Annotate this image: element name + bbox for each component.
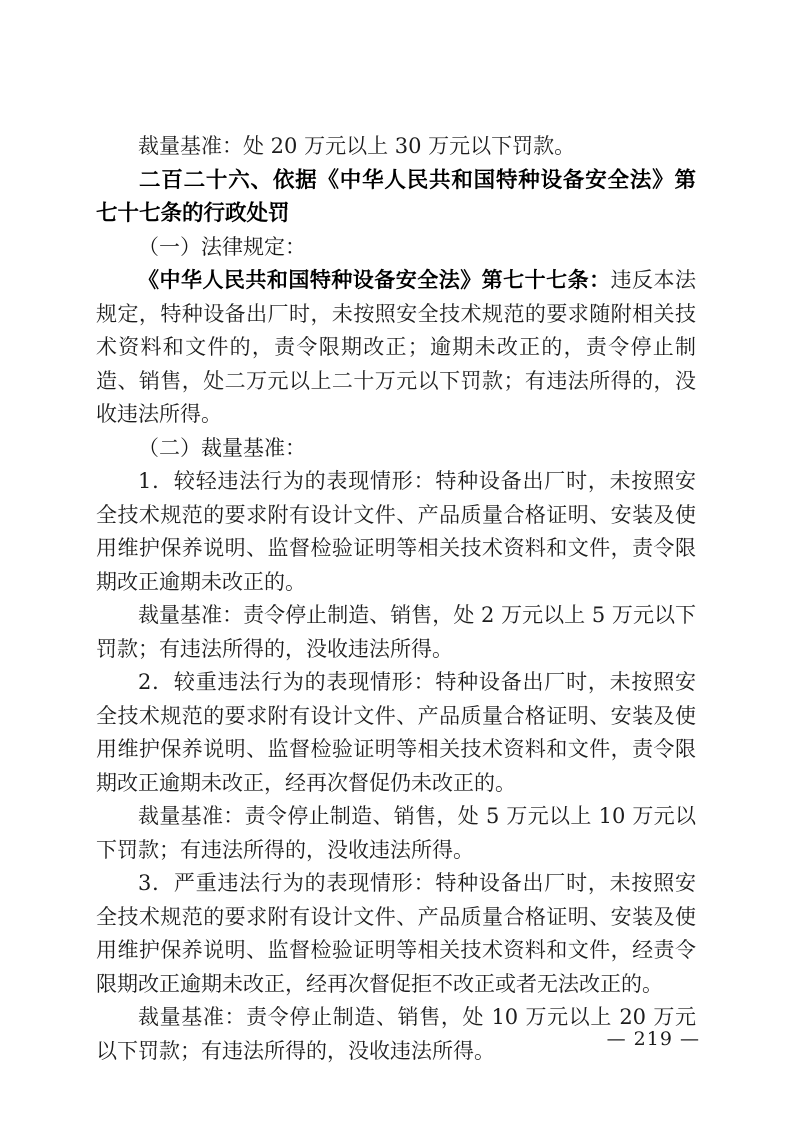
text-run: 1．较轻违法行为的表现情形：特种设备出厂时，未按照安全技术规范的要求附有设计文件、产品质量合格证明、安装及使用维护保养说明、监督检验证明等相关技术资料和文件，责令限期改正逾期未改正的。 [96,469,696,594]
document-body [96,130,696,1068]
text-run: 裁量基准：责令停止制造、销售，处 2 万元以上 5 万元以下罚款；有违法所得的，没收违法所得。 [96,603,696,661]
item-1-minor-violation [96,465,696,599]
item-2-moderate-violation [96,666,696,800]
text-run: 裁量基准：处 20 万元以上 30 万元以下罚款。 [138,134,576,158]
legal-provision-paragraph [96,264,696,432]
item-1-benchmark [96,599,696,666]
text-run: 裁量基准：责令停止制造、销售，处 5 万元以上 10 万元以下罚款；有违法所得的，没收违法所得。 [96,804,696,862]
bold-text-run: 《中华人民共和国特种设备安全法》第七十七条： [138,268,611,292]
text-run: 3．严重违法行为的表现情形：特种设备出厂时，未按照安全技术规范的要求附有设计文件、产品质量合格证明、安装及使用维护保养说明、监督检验证明等相关技术资料和文件，经责令限期改正逾期未改正，经再次督促拒不改正或者无法改正的。 [96,871,696,996]
subsection-legal-provision-label [96,231,696,265]
text-run: （二）裁量基准： [138,435,306,460]
page-number: — 219 — [606,1028,700,1050]
text-run: 违反本法规定，特种设备出厂时，未按照安全技术规范的要求随附相关技术资料和文件的，责令限期改正；逾期未改正的，责令停止制造、销售，处二万元以上二十万元以下罚款；有违法所得的，没收违法所得。 [96,268,697,426]
section-heading [96,164,696,231]
text-run: 裁量基准：责令停止制造、销售，处 10 万元以上 20 万元以下罚款；有违法所得的，没收违法所得。 [96,1005,696,1063]
text-run: 2．较重违法行为的表现情形：特种设备出厂时，未按照安全技术规范的要求附有设计文件、产品质量合格证明、安装及使用维护保养说明、监督检验证明等相关技术资料和文件，责令限期改正逾期未改正，经再次督促仍未改正的。 [96,670,696,795]
item-2-benchmark [96,800,696,867]
item-3-severe-violation [96,867,696,1001]
bold-text-run: 二百二十六、依据《中华人民共和国特种设备安全法》第七十七条的行政处罚 [96,167,696,226]
preceding-benchmark-line [96,130,696,164]
subsection-benchmark-label [96,432,696,466]
text-run: （一）法律规定： [138,234,306,259]
